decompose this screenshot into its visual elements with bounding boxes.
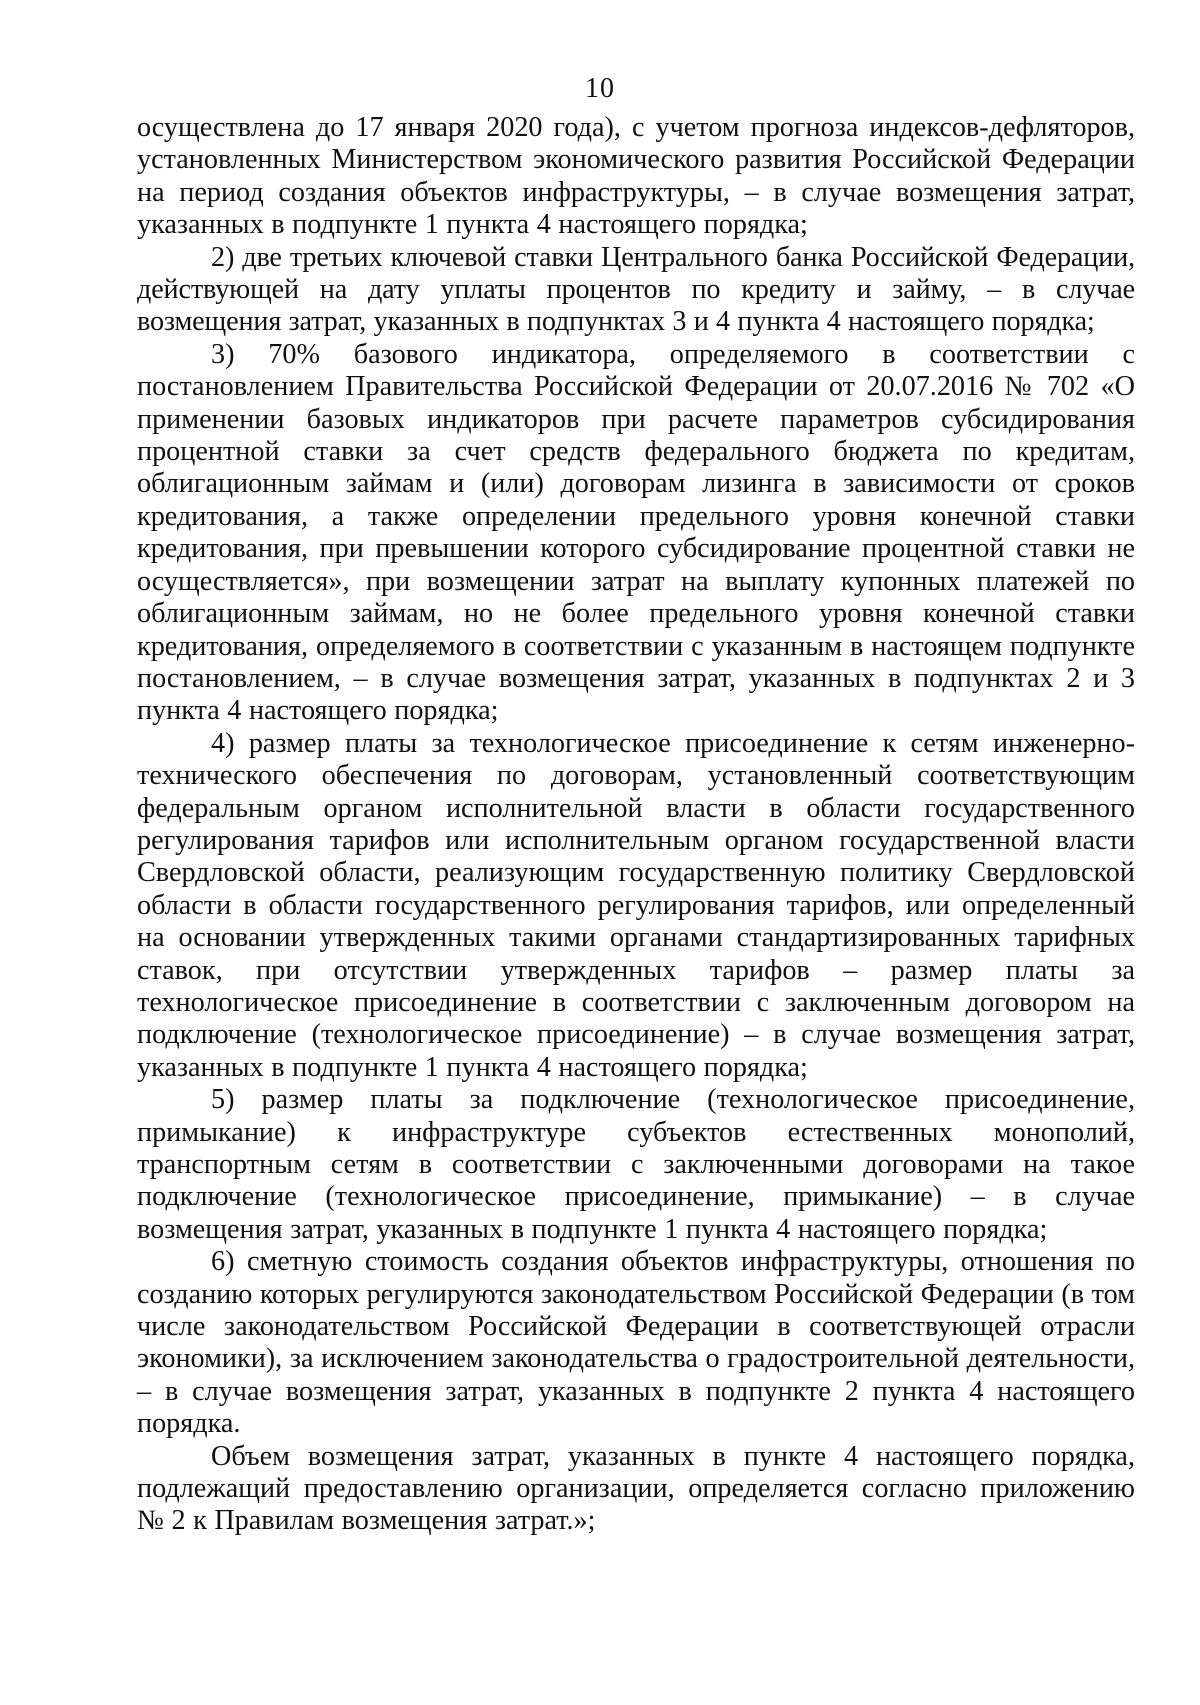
paragraph-intro-continuation: осуществлена до 17 января 2020 года), с учетом прогноза индексов-дефляторов, установленных Министерством экономического развития Российской Федерации на период создания объектов инфраструктуры, – в случае возмещения затрат, указанных в подпункте 1 пункта 4 настоящего порядка; <box>137 112 1135 241</box>
page-number: 10 <box>585 73 615 104</box>
paragraph-closing: Объем возмещения затрат, указанных в пункте 4 настоящего порядка, подлежащий предоставлению организации, определяется согласно приложению № 2 к Правилам возмещения затрат.»; <box>137 1440 1135 1537</box>
paragraph-item-3: 3) 70% базового индикатора, определяемого в соответствии с постановлением Правительства Российской Федерации от 20.07.2016 № 702 «О применении базовых индикаторов при расчете параметров субсидирования процентной ставки за счет средств федерального бюджета по кредитам, облигационным займам и (или) договорам лизинга в зависимости от сроков кредитования, а также определении предельного уровня конечной ставки кредитования, при превышении которого субсидирование процентной ставки не осуществляется», при возмещении затрат на выплату купонных платежей по облигационным займам, но не более предельного уровня конечной ставки кредитования, определяемого в соответствии с указанным в настоящем подпункте постановлением, – в случае возмещения затрат, указанных в подпунктах 2 и 3 пункта 4 настоящего порядка; <box>137 338 1135 727</box>
paragraph-item-4: 4) размер платы за технологическое присоединение к сетям инженерно-технического обеспечения по договорам, установленный соответствующим федеральным органом исполнительной власти в области государственного регулирования тарифов или исполнительным органом государственной власти Свердловской области, реализующим государственную политику Свердловской области в области государственного регулирования тарифов, или определенный на основании утвержденных такими органами стандартизированных тарифных ставок, при отсутствии утвержденных тарифов – размер платы за технологическое присоединение в соответствии с заключенным договором на подключение (технологическое присоединение) – в случае возмещения затрат, указанных в подпункте 1 пункта 4 настоящего порядка; <box>137 727 1135 1083</box>
paragraph-item-2: 2) две третьих ключевой ставки Центрального банка Российской Федерации, действующей на дату уплаты процентов по кредиту и займу, – в случае возмещения затрат, указанных в подпунктах 3 и 4 пункта 4 настоящего порядка; <box>137 241 1135 338</box>
paragraph-item-6: 6) сметную стоимость создания объектов инфраструктуры, отношения по созданию которых регулируются законодательством Российской Федерации (в том числе законодательством Российской Федерации в соответствующей отрасли экономики), за исключением законодательства о градостроительной деятельности, – в случае возмещения затрат, указанных в подпункте 2 пункта 4 настоящего порядка. <box>137 1246 1135 1440</box>
document-body <box>137 112 1135 1538</box>
paragraph-item-5: 5) размер платы за подключение (технологическое присоединение, примыкание) к инфраструктуре субъектов естественных монополий, транспортным сетям в соответствии с заключенными договорами на такое подключение (технологическое присоединение, примыкание) – в случае возмещения затрат, указанных в подпункте 1 пункта 4 настоящего порядка; <box>137 1084 1135 1245</box>
